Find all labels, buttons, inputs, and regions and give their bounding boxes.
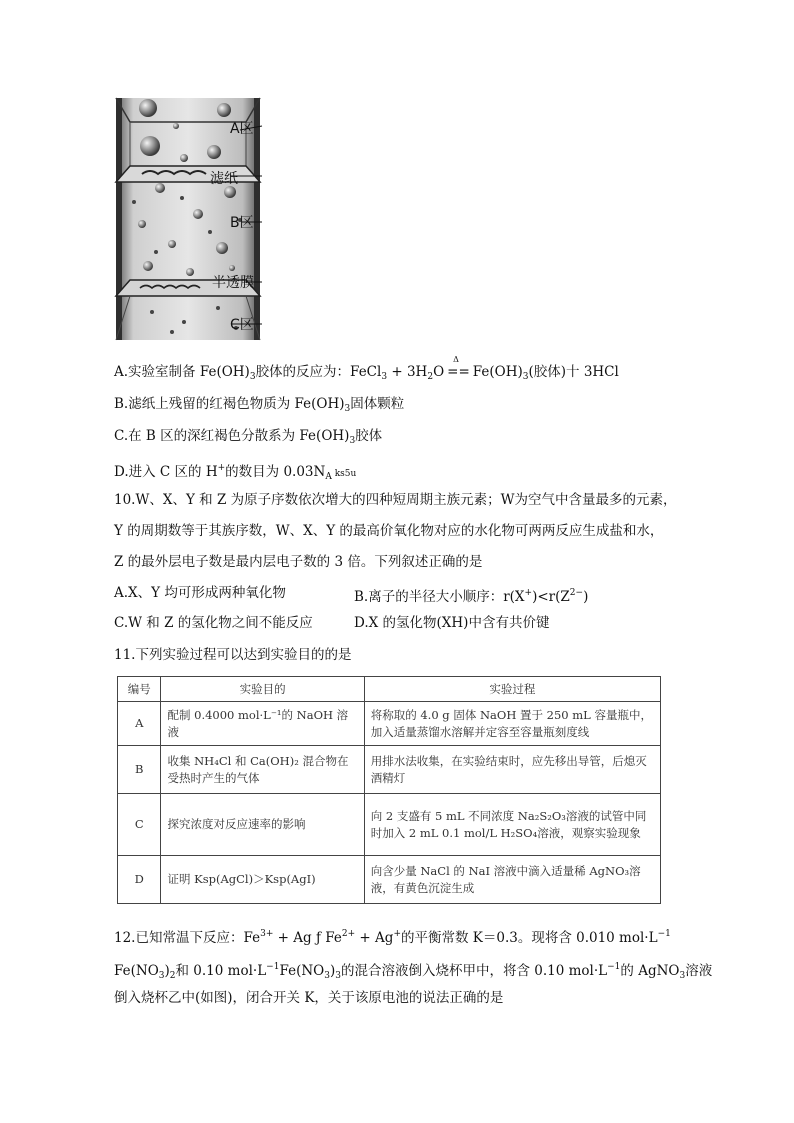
table-row	[118, 746, 661, 794]
q9-option-c: C.在 B 区的深红褐色分散系为 $Fe(OH)_3$胶体	[114, 428, 383, 446]
table-row	[118, 794, 661, 856]
row-procedure: 向含少量 NaCl 的 NaI 溶液中滴入适量稀 AgNO₃溶液，有黄色沉淀生成	[364, 856, 660, 904]
q10-option-d: D.X 的氢化物(XH)中含有共价键	[354, 615, 550, 631]
row-id: D	[118, 856, 161, 904]
row-goal: 探究浓度对反应速率的影响	[161, 794, 364, 856]
q11-title: 11.下列实验过程可以达到实验目的的是	[114, 647, 352, 663]
q9-option-d: D.进入 C 区的 H+的数目为 $0.03N_A$ ks5u	[114, 463, 357, 482]
table-row	[118, 702, 661, 746]
row-procedure: 将称取的 4.0 g 固体 NaOH 置于 250 mL 容量瓶中，加入适量蒸馏水溶解并定容至容量瓶刻度线	[364, 702, 660, 746]
row-goal: 证明 Ksp(AgCl)＞Ksp(AgI)	[161, 856, 364, 904]
delta-sign: Δ	[453, 355, 459, 364]
row-id: C	[118, 794, 161, 856]
label-zone-a: A区	[230, 121, 254, 137]
q10-stem-line1: 10.W、X、Y 和 Z 为原子序数依次增大的四种短周期主族元素；W为空气中含量最多的元素，	[114, 492, 677, 508]
q9-option-a: A.实验室制备 $Fe(OH)_3$胶体的反应为：FeCl$_3$ + $3H_2O$ Δ == $Fe(OH)_3$(胶体)十 3HCl	[114, 362, 619, 387]
q12-stem-line1: 12.已知常温下反应：$Fe^{3+} + Ag$ ƒ $Fe^{2+} + Ag^+$的平衡常数 K＝0.3。现将含 0.010 $mol\cdot L^{-1}$	[114, 929, 671, 946]
row-id: B	[118, 746, 161, 794]
q10-option-b: B.离子的半径大小顺序：$r(X^+)<r(Z^{2-})$	[354, 588, 589, 605]
row-id: A	[118, 702, 161, 746]
header-procedure: 实验过程	[364, 677, 660, 702]
label-semipermeable-membrane: 半透膜	[212, 275, 254, 291]
q10-option-c: C.W 和 Z 的氢化物之间不能反应	[114, 615, 313, 631]
row-procedure: 用排水法收集，在实验结束时，应先移出导管，后熄灭酒精灯	[364, 746, 660, 794]
q12-stem-line3: 倒入烧杯乙中(如图)，闭合开关 K，关于该原电池的说法正确的是	[114, 990, 504, 1006]
header-id: 编号	[118, 677, 161, 702]
table-header-row	[118, 677, 661, 702]
label-zone-b: B区	[230, 215, 254, 231]
table-row	[118, 856, 661, 904]
q10-stem-line2: Y 的周期数等于其族序数，W、X、Y 的最高价氧化物对应的水化物可两两反应生成盐和水，	[114, 523, 664, 539]
row-procedure: 向 2 支盛有 5 mL 不同浓度 Na₂S₂O₃溶液的试管中同时加入 2 mL 0.1 mol/L H₂SO₄溶液，观察实验现象	[364, 794, 660, 856]
header-goal: 实验目的	[161, 677, 364, 702]
experiment-table	[117, 676, 661, 904]
q12-stem-line2: $Fe(NO_3)_2$和 0.10 $mol\cdot L^{-1}Fe(NO_3)_3$的混合溶液倒入烧杯甲中，将含 0.10 $mol\cdot L^{-1}$的 AgNO$_3$溶液	[114, 962, 713, 981]
q10-option-a: A.X、Y 均可形成两种氧化物	[114, 585, 286, 601]
q9-option-b: B.滤纸上残留的红褐色物质为 $Fe(OH)_3$固体颗粒	[114, 396, 405, 414]
dialysis-diagram	[112, 96, 272, 342]
q10-stem-line3: Z 的最外层电子数是最内层电子数的 3 倍。下列叙述正确的是	[114, 554, 483, 570]
label-filter-paper: 滤纸	[210, 171, 238, 187]
row-goal: 收集 NH₄Cl 和 Ca(OH)₂ 混合物在受热时产生的气体	[161, 746, 364, 794]
row-goal: 配制 0.4000 mol·L⁻¹的 NaOH 溶液	[161, 702, 364, 746]
label-zone-c: C区	[230, 317, 254, 333]
